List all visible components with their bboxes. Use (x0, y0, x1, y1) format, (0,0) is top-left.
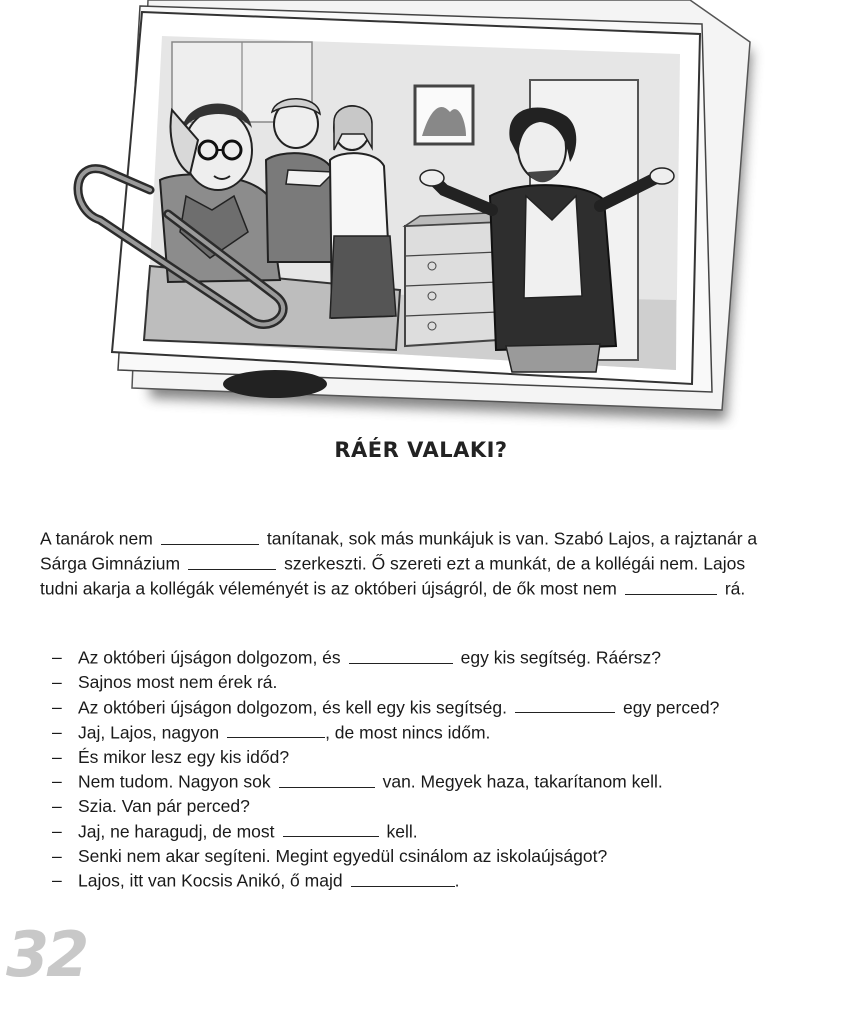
intro-line (40, 551, 800, 576)
dialogue-dash: – (52, 771, 62, 791)
dialogue-text: Lajos, itt van Kocsis Anikó, ő majd (78, 870, 343, 891)
dialogue-text: van. Megyek haza, takarítanom kell. (382, 771, 663, 792)
dialogue-text: Sajnos most nem érek rá. (78, 672, 278, 692)
dialogue-dash: – (52, 672, 62, 692)
page-number: 32 (6, 918, 87, 991)
intro-text: tanítanak, sok más munkájuk is van. Szabó Lajos, a rajztanár a (266, 528, 758, 549)
dialogue-text: Az októberi újságon dolgozom, és (78, 647, 341, 668)
dialogue-dash: – (52, 820, 62, 841)
intro-line (40, 576, 800, 601)
dialogue-text: Jaj, ne haragudj, de most (78, 821, 275, 841)
dialogue-line (52, 645, 719, 670)
dialogue-text: Nem tudom. Nagyon sok (78, 771, 271, 792)
dialogue-text: . (454, 870, 460, 891)
illustration-photo (0, 0, 842, 430)
intro-text: szerkeszti. Ő szereti ezt a munkát, de a kollégái nem. Lajos (284, 553, 746, 574)
dialogue-dash: – (52, 721, 62, 742)
dialogue-dash: – (52, 845, 62, 866)
dialogue-text: kell. (386, 821, 418, 841)
intro-paragraph (40, 526, 800, 601)
dialogue-text: Szia. Van pár perced? (78, 796, 250, 816)
dialogue-dash: – (52, 647, 62, 667)
dialogue-line (52, 794, 719, 819)
intro-text: A tanárok nem (40, 528, 153, 549)
dialogue-line (52, 819, 719, 844)
fill-blank[interactable] (351, 868, 455, 887)
dialogue-line (52, 868, 719, 893)
intro-text: rá. (724, 578, 746, 599)
fill-blank[interactable] (188, 551, 276, 570)
intro-text: tudni akarja a kollégák véleményét is az októberi újságról, de ők most nem (40, 578, 617, 599)
dialogue-text: egy kis segítség. Ráérsz? (460, 647, 662, 668)
dialogue-text: egy perced? (622, 697, 720, 717)
dialogue-line (52, 670, 719, 695)
dialogue-dash: – (52, 746, 62, 767)
fill-blank[interactable] (515, 695, 615, 714)
dialogue-text: , de most nincs időm. (325, 722, 491, 742)
photo-scene (144, 36, 680, 372)
dialogue-text: Az októberi újságon dolgozom, és kell egy kis segítség. (78, 697, 507, 717)
dialogue-line (52, 844, 719, 869)
dialogue-dash: – (52, 796, 62, 816)
dialogue-line (52, 720, 719, 745)
dialogue-list (52, 645, 719, 893)
page-title: RÁÉR VALAKI? (334, 438, 508, 462)
dialogue-text: Jaj, Lajos, nagyon (78, 722, 220, 742)
dialogue-text: És mikor lesz egy kis időd? (78, 746, 290, 767)
dialogue-line (52, 769, 719, 794)
dialogue-text: Senki nem akar segíteni. Megint egyedül csinálom az iskolaújságot? (78, 845, 608, 866)
fill-blank[interactable] (227, 720, 325, 739)
clip-shadow (223, 370, 327, 398)
fill-blank[interactable] (349, 645, 453, 664)
fill-blank[interactable] (283, 819, 379, 838)
dialogue-line (52, 745, 719, 770)
fill-blank[interactable] (625, 576, 717, 595)
intro-line (40, 526, 800, 551)
dialogue-dash: – (52, 870, 62, 890)
dialogue-line (52, 695, 719, 720)
fill-blank[interactable] (161, 526, 259, 545)
fill-blank[interactable] (279, 769, 375, 788)
intro-text: Sárga Gimnázium (40, 553, 181, 574)
dialogue-dash: – (52, 696, 62, 717)
